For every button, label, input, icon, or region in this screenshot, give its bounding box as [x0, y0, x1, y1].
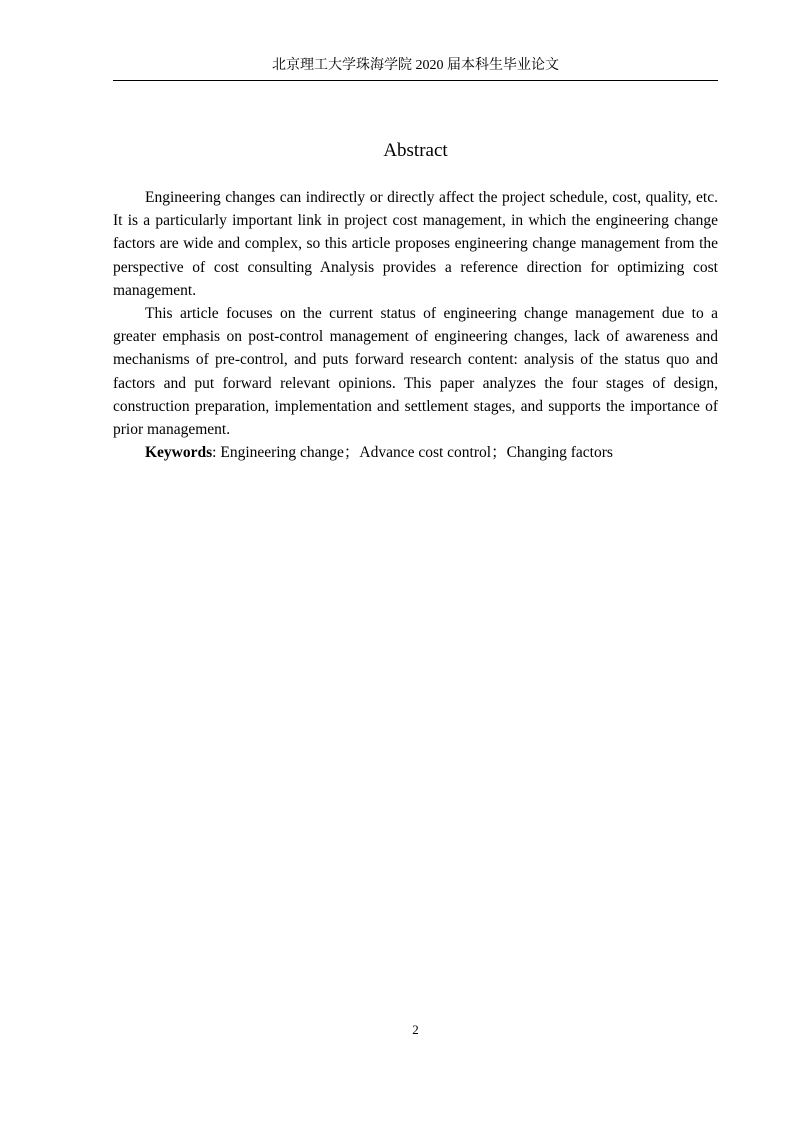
abstract-paragraph-2: This article focuses on the current status of engineering change management due to a greater emphasis on post-control management of engineering changes, lack of awareness and mechanisms of pre-control, and puts forward research content: analysis of the status quo and factors and put forward relevant opinions. This paper analyzes the four stages of design, construction preparation, implementation and settlement stages, and supports the importance of prior management. [113, 305, 718, 439]
abstract-body [113, 186, 718, 464]
keywords-text: : Engineering change；Advance cost control；Changing factors [212, 444, 613, 462]
page-number: 2 [412, 1022, 419, 1037]
abstract-paragraph-1: Engineering changes can indirectly or directly affect the project schedule, cost, quality, etc. It is a particularly important link in project cost management, in which the engineering change factors are wide and complex, so this article proposes engineering change management from the perspective of cost consulting Analysis provides a reference direction for optimizing cost management. [113, 189, 718, 299]
keywords-line [113, 441, 718, 464]
running-header: 北京理工大学珠海学院 2020 届本科生毕业论文 [272, 58, 559, 73]
keywords-label: Keywords [145, 444, 213, 462]
abstract-title: Abstract [383, 140, 448, 161]
header-rule [113, 80, 718, 81]
